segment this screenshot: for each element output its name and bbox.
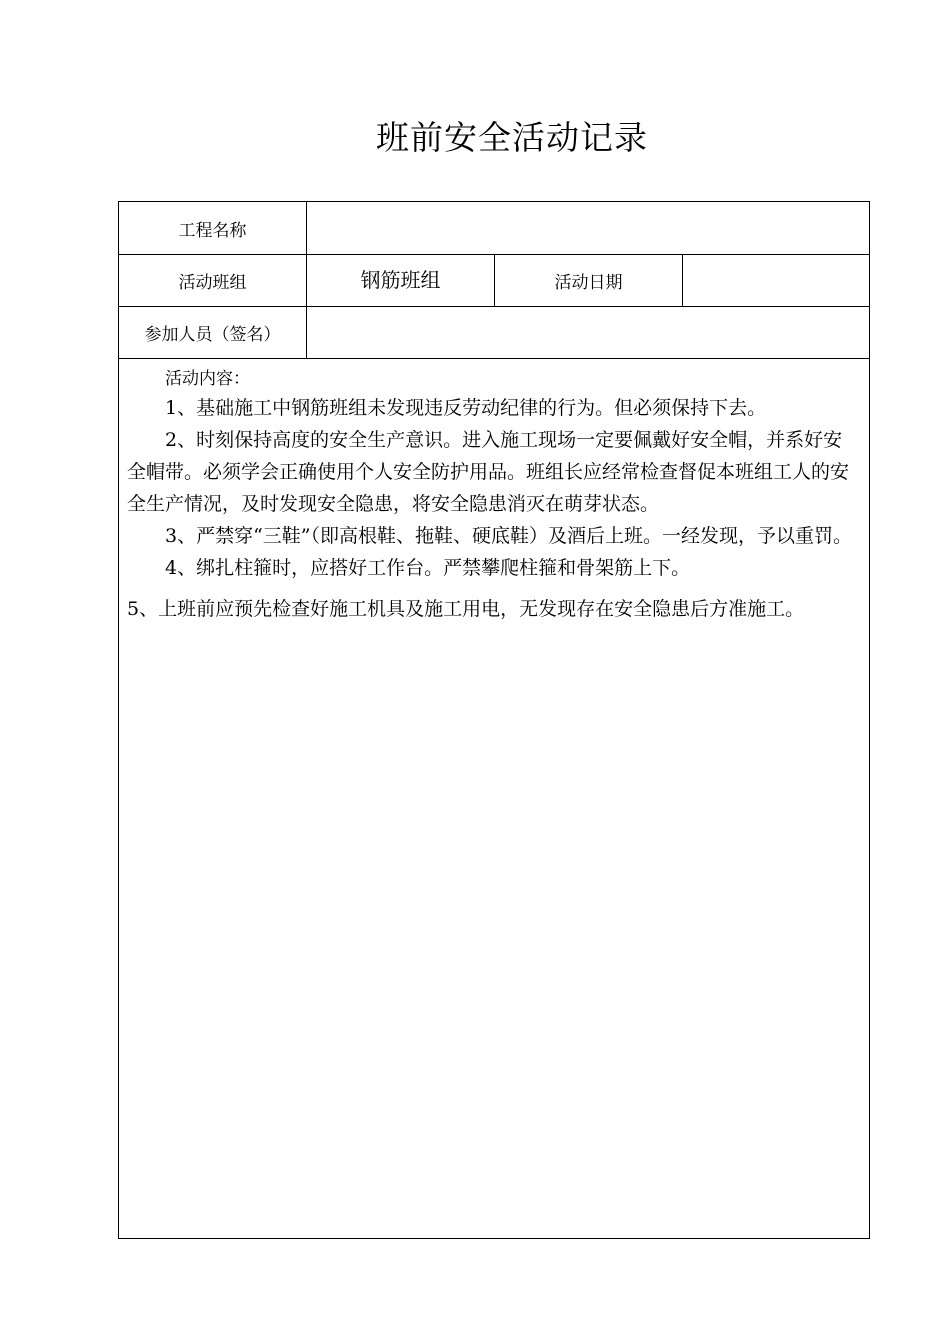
date-label: 活动日期: [495, 255, 683, 306]
row-project-name: [119, 202, 869, 255]
content-item: 1、基础施工中钢筋班组未发现违反劳动纪律的行为。但必须保持下去。: [165, 397, 767, 419]
date-field[interactable]: [683, 255, 869, 306]
activity-record-form: [118, 201, 870, 1239]
team-field[interactable]: 钢筋班组: [307, 255, 495, 306]
content-heading: 活动内容：: [165, 369, 250, 389]
content-item: 5、上班前应预先检查好施工机具及施工用电，无发现存在安全隐患后方准施工。: [127, 598, 805, 620]
content-item: 3、严禁穿“三鞋”（即高根鞋、拖鞋、硬底鞋）及酒后上班。一经发现，予以重罚。: [165, 525, 853, 547]
content-item: 4、绑扎柱箍时，应搭好工作台。严禁攀爬柱箍和骨架筋上下。: [165, 557, 691, 579]
project-name-field[interactable]: [307, 202, 869, 254]
content-item: 2、时刻保持高度的安全生产意识。进入施工现场一定要佩戴好安全帽，并系好安全帽带。必须学会正确使用个人安全防护用品。班组长应经常检查督促本班组工人的安全生产情况，及时发现安全隐患，将安全隐患消灭在萌芽状态。: [127, 429, 850, 515]
activity-content: [119, 360, 869, 634]
row-participants: [119, 307, 869, 359]
row-team-date: [119, 255, 869, 307]
project-name-label: 工程名称: [119, 202, 307, 254]
page-title: 班前安全活动记录: [376, 118, 648, 157]
team-label: 活动班组: [119, 255, 307, 306]
participants-label: 参加人员（签名）: [119, 307, 307, 358]
participants-field[interactable]: [307, 307, 869, 358]
